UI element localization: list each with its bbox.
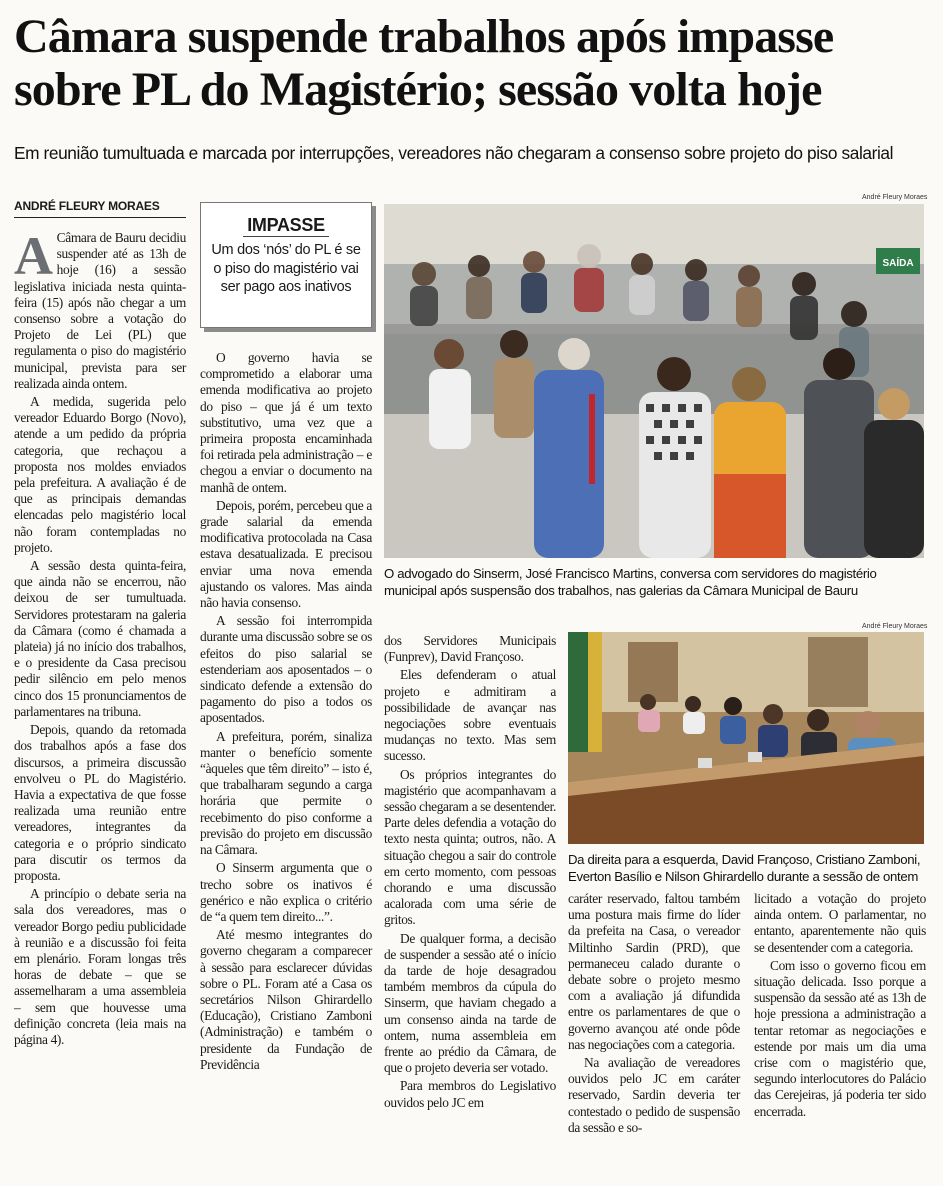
impasse-box: [200, 202, 372, 328]
council-photo: [568, 632, 924, 844]
subheadline: Em reunião tumultuada e marcada por interrupções, vereadores não chegaram a consenso sobre projeto do piso salarial: [14, 143, 894, 163]
impasse-box-title: IMPASSE: [243, 215, 329, 237]
article-column-5: [754, 891, 926, 1122]
svg-text:SAÍDA: SAÍDA: [882, 258, 914, 269]
paragraph: Os próprios integrantes do magistério que acompanhavam a sessão chegaram a se desentender. Parte deles defendia a votação do texto nesta quinta; outros, não. A situação chegou a sair do controle em certo momento, com pessoas chorando e uma discussão acalorada com uma série de gritos.: [384, 766, 556, 928]
paragraph: A princípio o debate seria na sala dos vereadores, mas o vereador Borgo pediu publicidade à reunião e a discussão foi feita em plenário. Foram longas três horas de debate – que se assemelharam a uma assembleia – sem que houvesse uma definição concreta (leia mais na página 4).: [14, 886, 186, 1047]
article-column-1: [14, 226, 186, 1050]
photo2-credit: André Fleury Moraes: [862, 623, 928, 630]
paragraph: Na avaliação de vereadores ouvidos pelo JC em caráter reservado, Sardin deveria ter contestado o pedido de suspensão da sessão e so-: [568, 1055, 740, 1135]
paragraph: Eles defenderam o atual projeto e admitiram a possibilidade de avançar nas negociações sobre eventuais mudanças no texto. Mas sem sucesso.: [384, 667, 556, 764]
paragraph: O Sinserm argumenta que o trecho sobre os inativos é genérico e não explica o critério de “a quem tem direito...”.: [200, 860, 372, 924]
headline: Câmara suspende trabalhos após impasse sobre PL do Magistério; sessão volta hoje: [14, 10, 834, 116]
dropcap: A: [14, 226, 53, 286]
paragraph: A sessão desta quinta-feira, que ainda não se encerrou, não deixou de ser tumultuada. Servidores protestaram na galeria da Câmara (como é chamada a plateia) já no início dos trabalhos, e o presidente da Casa precisou pedir silêncio em pelo menos cinco dos 15 pronunciamentos de parlamentares na tribuna.: [14, 558, 186, 719]
paragraph: Com isso o governo ficou em situação delicada. Isso porque a suspensão da sessão até as 13h de hoje pressiona a administração a tentar retomar as negociações e estende por mais um dia uma crise com o magistério que, segundo interlocutores do Palácio das Cerejeiras, já poderia ter sido encerrada.: [754, 957, 926, 1119]
paragraph: A prefeitura, porém, sinaliza manter o benefício somente “àqueles que têm direito” – isto é, que trabalharam segundo a carga horária que permite o recebimento do piso conforme a previsão do projeto em discussão na Câmara.: [200, 728, 372, 858]
photo1-credit: André Fleury Moraes: [862, 194, 928, 201]
photo1-caption: O advogado do Sinserm, José Francisco Martins, conversa com servidores do magistério municipal após suspensão dos trabalhos, nas galerias da Câmara Municipal de Bauru: [384, 566, 877, 598]
paragraph: dos Servidores Municipais (Funprev), David Françoso.: [384, 633, 556, 665]
impasse-box-text: Um dos ‘nós’ do PL é se o piso do magistério vai ser pago aos inativos: [211, 242, 361, 295]
article-column-2: [200, 350, 372, 1075]
paragraph: Câmara de Bauru decidiu suspender até as 13h de hoje (16) a sessão legislativa iniciada nesta quinta-feira (15) após não chegar a um consenso sobre a votação do Projeto de Lei (PL) que regulamenta o piso do magistério municipal, prevista para ser realizada ainda ontem.: [14, 230, 186, 391]
gallery-photo: [384, 204, 924, 558]
paragraph: Depois, quando da retomada dos trabalhos após a fase dos discursos, a primeira discussão envolveu o PL do Magistério. Havia a expectativa de que fosse realizada uma reunião entre vereadores, integrantes da categoria e o próprio sindicato para discutir os termos da proposta.: [14, 722, 186, 883]
paragraph: Para membros do Legislativo ouvidos pelo JC em: [384, 1078, 556, 1110]
paragraph: caráter reservado, faltou também uma postura mais firme do líder da prefeita na Casa, o vereador Miltinho Sardin (PRD), que permaneceu calado durante o debate sobre o projeto mesmo com a avaliação já difundida entre os parlamentares de que o governo avançou até onde pôde nas negociações com a categoria.: [568, 891, 740, 1052]
paragraph: Depois, porém, percebeu que a grade salarial da emenda modificativa protocolada na Casa estava desatualizada. E precisou enviar uma nova emenda ajustando os valores. Mas ainda não havia consenso.: [200, 497, 372, 611]
photo2-caption: Da direita para a esquerda, David Françoso, Cristiano Zamboni, Everton Basílio e Nilson Ghirardello durante a sessão de ontem: [568, 852, 921, 884]
paragraph: A sessão foi interrompida durante uma discussão sobre se os efeitos do piso salarial se estenderiam aos aposentados – o sindicato defende a extensão do pagamento do piso a todos os aposentados.: [200, 613, 372, 726]
paragraph: O governo havia se comprometido a elaborar uma emenda modificativa ao projeto do piso – que já é um texto substitutivo, uma vez que a primeira proposta encaminhada foi retirada pela administração – e chegou a enviar o documento na manhã de ontem.: [200, 350, 372, 495]
article-column-4: [568, 891, 740, 1138]
article-column-3: [384, 633, 556, 1113]
paragraph: Até mesmo integrantes do governo chegaram a comparecer à sessão para esclarecer dúvidas sobre o PL. Foram até a Casa os secretários Nilson Ghirardello (Educação), Cristiano Zamboni (Administração) e também o presidente da Fundação de Previdência: [200, 927, 372, 1072]
paragraph: De qualquer forma, a decisão de suspender a sessão até o início da tarde de hoje desagradou também membros da cúpula do Sinserm, que haviam chegado a um consenso ainda na tarde de ontem, numa assembleia em frente ao prédio da Câmara, de que o projeto deveria ser votado.: [384, 930, 556, 1076]
paragraph: A medida, sugerida pelo vereador Eduardo Borgo (Novo), atende a um pedido da própria categoria, que rechaçou a proposta nos moldes enviados pela prefeitura. A avaliação é de que as principais demandas elencadas pelo magistério local não foram contempladas no projeto.: [14, 394, 186, 555]
paragraph: licitado a votação do projeto ainda ontem. O parlamentar, no entanto, aparentemente não quis se desentender com a categoria.: [754, 891, 926, 955]
byline: ANDRÉ FLEURY MORAES: [14, 199, 186, 218]
